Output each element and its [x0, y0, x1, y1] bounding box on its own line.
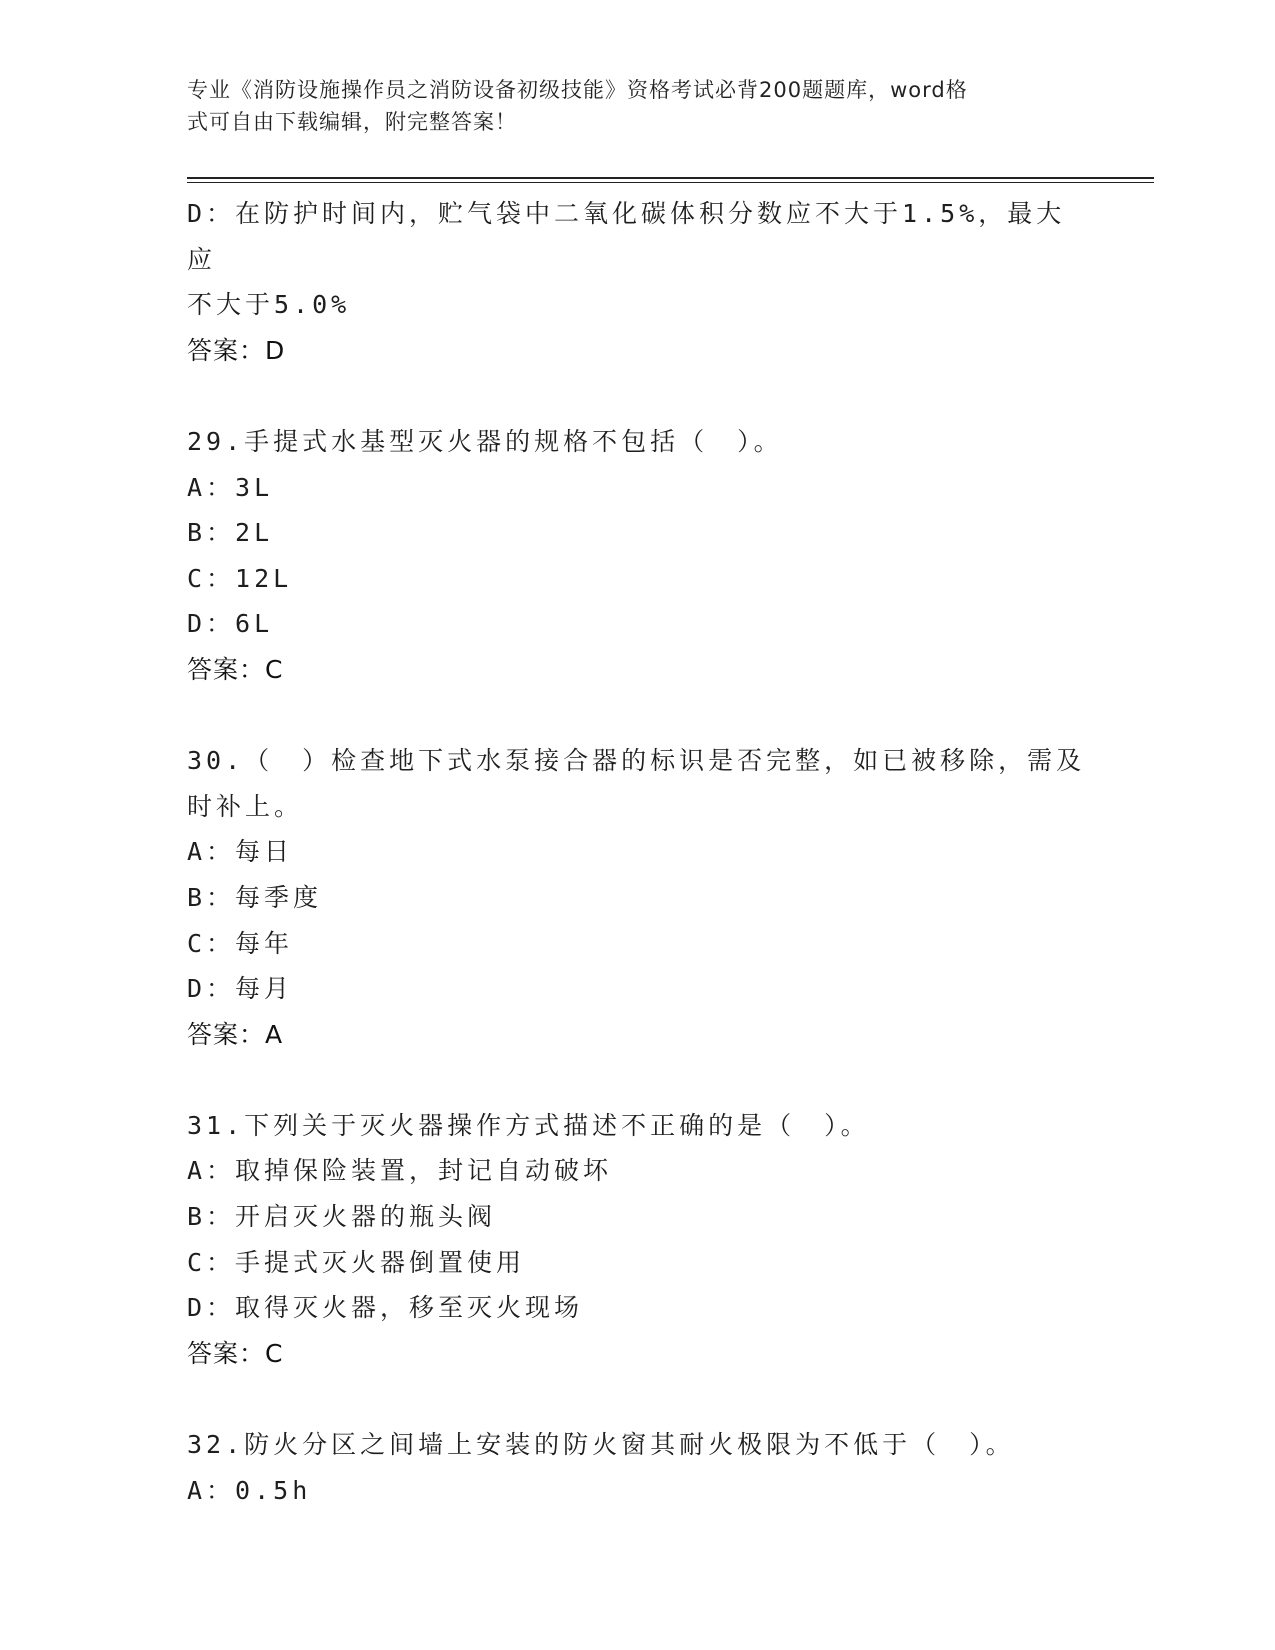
option-c: C：每年 [187, 928, 294, 958]
header-line-2: 式可自由下载编辑，附完整答案！ [187, 110, 517, 134]
question-stem: 30.（ ）检查地下式水泵接合器的标识是否完整，如已被移除，需及 [187, 746, 1086, 776]
option-d: D：6L [187, 609, 274, 639]
document-header [187, 74, 1067, 138]
answer-line: 答案：D [187, 335, 286, 365]
question-32 [187, 1422, 1087, 1513]
option-d: D：每月 [187, 974, 294, 1004]
answer-line: 答案：C [187, 654, 284, 684]
question-30 [187, 738, 1087, 1057]
option-a: A：每日 [187, 837, 294, 867]
option-c: C：手提式灭火器倒置使用 [187, 1247, 526, 1277]
question-31 [187, 1103, 1087, 1377]
question-29 [187, 419, 1087, 693]
question-stem-continued: 时补上。 [187, 791, 304, 821]
option-a: A：取掉保险装置，封记自动破坏 [187, 1156, 613, 1186]
question-content [187, 191, 1087, 1513]
spacer [187, 1057, 1087, 1103]
option-b: B：2L [187, 518, 274, 548]
option-d-line-1: D：在防护时间内，贮气袋中二氧化碳体积分数应不大于1.5%，最大应 [187, 199, 1066, 274]
option-c: C：12L [187, 563, 293, 593]
option-a: A：0.5h [187, 1475, 312, 1505]
answer-line: 答案：A [187, 1019, 284, 1049]
question-stem: 29.手提式水基型灭火器的规格不包括（ ）。 [187, 426, 783, 456]
answer-line: 答案：C [187, 1338, 284, 1368]
spacer [187, 693, 1087, 739]
header-line-1: 专业《消防设施操作员之消防设备初级技能》资格考试必背200题题库，word格 [187, 78, 968, 102]
option-b: B：每季度 [187, 882, 323, 912]
spacer [187, 373, 1087, 419]
option-b: B：开启灭火器的瓶头阀 [187, 1202, 497, 1232]
spacer [187, 1376, 1087, 1422]
header-divider-thick [187, 177, 1154, 179]
question-28-continuation [187, 191, 1087, 373]
header-divider-thin [187, 182, 1154, 183]
option-a: A：3L [187, 472, 274, 502]
question-stem: 32.防火分区之间墙上安装的防火窗其耐火极限为不低于（ ）。 [187, 1430, 1015, 1460]
option-d-line-2: 不大于5.0% [187, 290, 351, 320]
option-d: D：取得灭火器，移至灭火现场 [187, 1293, 584, 1323]
question-stem: 31.下列关于灭火器操作方式描述不正确的是（ ）。 [187, 1110, 870, 1140]
